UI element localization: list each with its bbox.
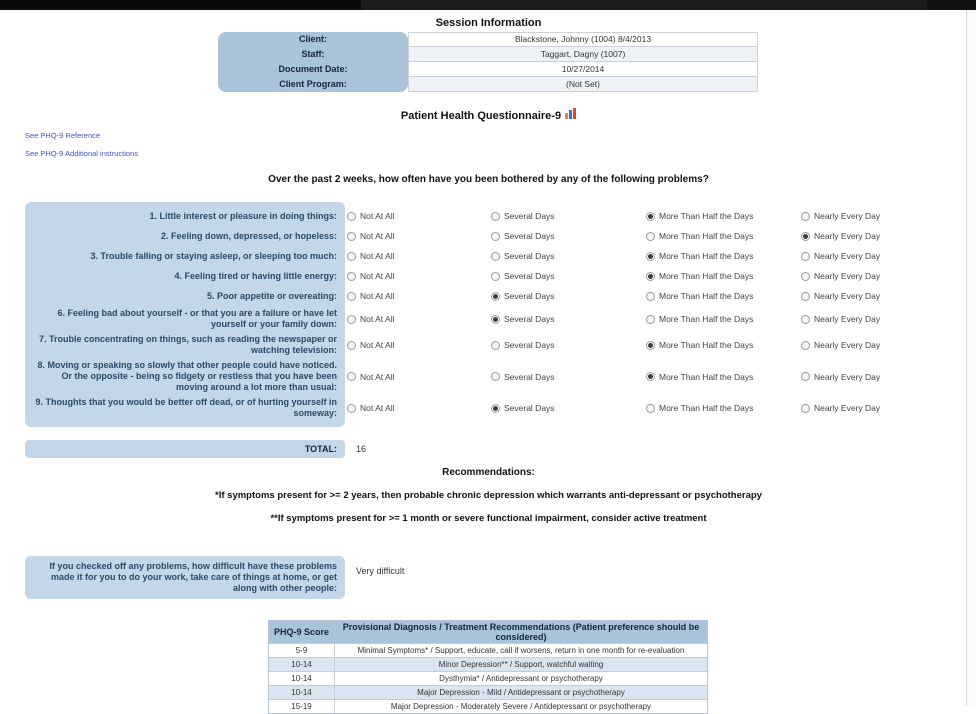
option-nearly-every-day[interactable] [799,403,959,413]
difficulty-row [25,556,965,599]
option-several-days[interactable] [489,211,644,221]
radio-icon[interactable] [347,212,356,221]
question-row [25,306,965,332]
radio-icon[interactable] [646,341,655,350]
option-label: More Than Half the Days [659,251,754,261]
session-info-row [218,62,758,77]
option-several-days[interactable] [489,340,644,350]
radio-icon[interactable] [491,292,500,301]
option-several-days[interactable] [489,231,644,241]
total-row [25,440,965,458]
bar-chart-icon [565,108,576,119]
option-label: Not At All [360,231,395,241]
question-row [25,266,965,286]
option-label: Not At All [360,340,395,350]
option-several-days[interactable] [489,314,644,324]
option-more-than-half-the-days[interactable] [644,340,799,350]
option-label: Several Days [504,231,555,241]
radio-icon[interactable] [646,372,655,381]
question-label: 8. Moving or speaking so slowly that other people could have noticed. Or the opposite - being so fidgety or restless that you have been moving around a lot more than usual: [37,360,337,392]
radio-icon[interactable] [347,232,356,241]
questionnaire-instruction: Over the past 2 weeks, how often have you been bothered by any of the following problems? [268,174,709,185]
option-more-than-half-the-days[interactable] [644,314,799,324]
option-not-at-all[interactable] [345,231,489,241]
radio-icon[interactable] [801,272,810,281]
question-row [25,286,965,306]
option-label: Not At All [360,371,395,382]
option-not-at-all[interactable] [345,403,489,413]
document-page [0,10,965,711]
option-more-than-half-the-days[interactable] [644,251,799,261]
radio-icon[interactable] [491,372,500,381]
radio-icon[interactable] [801,252,810,261]
option-label: Nearly Every Day [814,271,881,281]
option-label: More Than Half the Days [659,211,754,221]
option-label: Several Days [504,251,555,261]
option-label: More Than Half the Days [659,291,754,301]
question-label: 9. Thoughts that you would be better off dead, or of hurting yourself in someway: [35,397,337,418]
radio-icon[interactable] [347,252,356,261]
score-range-cell: 15-19 [291,702,312,711]
option-label: Not At All [360,211,395,221]
option-label: More Than Half the Days [659,314,754,324]
radio-icon[interactable] [801,292,810,301]
session-info-row [218,77,758,92]
score-table-row [269,657,707,671]
option-label: Not At All [360,291,395,301]
option-not-at-all[interactable] [345,291,489,301]
option-several-days[interactable] [489,403,644,413]
radio-icon[interactable] [646,404,655,413]
option-nearly-every-day[interactable] [799,372,959,382]
option-not-at-all[interactable] [345,314,489,324]
score-table-row [269,685,707,699]
option-more-than-half-the-days[interactable] [644,372,799,382]
question-row [25,395,965,421]
session-info-row [218,32,758,47]
session-information-title: Session Information [435,17,542,29]
question-row [25,358,965,395]
recommendation-cell: Dysthymia* / Antidepressant or psychotherapy [334,672,707,685]
session-field-label: Document Date: [218,62,408,77]
option-nearly-every-day[interactable] [799,211,959,221]
phq9-additional-instructions-link[interactable]: See PHQ-9 Additional instructions [25,149,138,158]
option-label: Nearly Every Day [814,314,881,324]
option-label: Not At All [360,251,395,261]
radio-icon[interactable] [646,315,655,324]
radio-icon[interactable] [801,372,810,381]
score-range-cell: 5-9 [295,646,308,655]
question-label: 3. Trouble falling or staying asleep, or sleeping too much: [90,250,337,261]
recommendation-cell: Minor Depression** / Support, watchful waiting [334,658,707,671]
option-several-days[interactable] [489,291,644,301]
total-label: TOTAL: [25,440,345,458]
radio-icon[interactable] [646,232,655,241]
radio-icon[interactable] [801,341,810,350]
radio-icon[interactable] [347,315,356,324]
question-row [25,206,965,226]
difficulty-question: If you checked off any problems, how difficult have these problems made it for you to do your work, take care of things at home, or get along with other people: [25,556,345,599]
option-nearly-every-day[interactable] [799,291,959,301]
option-label: More Than Half the Days [659,340,754,350]
radio-icon[interactable] [646,272,655,281]
session-field-label: Staff: [218,47,408,62]
question-label: 7. Trouble concentrating on things, such as reading the newspaper or watching television: [38,334,337,355]
radio-icon[interactable] [491,341,500,350]
recommendation-cell: Major Depression - Moderately Severe / Antidepressant or psychotherapy [334,700,707,713]
radio-icon[interactable] [801,212,810,221]
radio-icon[interactable] [801,315,810,324]
option-nearly-every-day[interactable] [799,340,959,350]
form-title-text: Patient Health Questionnaire-9 [400,110,562,122]
question-list [25,202,965,427]
question-label: 1. Little interest or pleasure in doing things: [149,210,337,221]
option-label: Nearly Every Day [814,340,881,350]
difficulty-answer: Very difficult [356,566,405,576]
score-table-row [269,671,707,685]
option-label: Not At All [360,403,395,413]
session-field-label: Client Program: [218,77,408,92]
session-field-label: Client: [218,32,408,47]
question-label: 6. Feeling bad about yourself - or that you are a failure or have let yourself or your family down: [57,308,337,329]
radio-icon[interactable] [646,212,655,221]
form-title [0,108,965,122]
option-not-at-all[interactable] [345,211,489,221]
option-label: Several Days [504,371,555,382]
radio-icon[interactable] [347,272,356,281]
option-label: Nearly Every Day [814,371,881,382]
radio-icon[interactable] [491,212,500,221]
score-range-cell: 10-14 [291,660,312,669]
radio-icon[interactable] [347,341,356,350]
radio-icon[interactable] [347,404,356,413]
option-label: Several Days [504,271,555,281]
option-more-than-half-the-days[interactable] [644,211,799,221]
option-label: Not At All [360,271,395,281]
option-several-days[interactable] [489,271,644,281]
score-table-row [269,643,707,657]
option-label: Nearly Every Day [814,211,881,221]
recommendation-cell: Minimal Symptoms* / Support, educate, call if worsens, return in one month for re-evaluation [334,644,707,657]
option-nearly-every-day[interactable] [799,314,959,324]
option-label: More Than Half the Days [659,403,754,413]
radio-icon[interactable] [491,252,500,261]
session-field-value: 10/27/2014 [408,62,758,77]
radio-icon[interactable] [801,404,810,413]
option-more-than-half-the-days[interactable] [644,231,799,241]
recommendation-note-1: *If symptoms present for >= 2 years, then probable chronic depression which warrants anti-depressant or psychotherapy [215,490,762,501]
option-several-days[interactable] [489,251,644,261]
radio-icon[interactable] [347,292,356,301]
option-nearly-every-day[interactable] [799,271,959,281]
radio-icon[interactable] [646,252,655,261]
option-several-days[interactable] [489,372,644,382]
question-row [25,246,965,266]
option-label: Nearly Every Day [814,231,881,241]
option-label: Nearly Every Day [814,251,881,261]
option-not-at-all[interactable] [345,251,489,261]
option-label: Several Days [504,314,555,324]
option-label: Nearly Every Day [814,291,881,301]
phq9-score-reference-table [268,620,708,714]
question-label: 2. Feeling down, depressed, or hopeless: [160,230,337,241]
option-not-at-all[interactable] [345,372,489,382]
option-more-than-half-the-days[interactable] [644,291,799,301]
score-range-cell: 10-14 [291,688,312,697]
question-row [25,226,965,246]
phq9-reference-link[interactable]: See PHQ-9 Reference [25,131,101,140]
option-label: Nearly Every Day [814,403,881,413]
option-nearly-every-day[interactable] [799,251,959,261]
session-info-table [218,32,758,92]
option-label: More Than Half the Days [659,231,754,241]
radio-icon[interactable] [646,292,655,301]
score-table-row [269,699,707,713]
option-not-at-all[interactable] [345,271,489,281]
option-not-at-all[interactable] [345,340,489,350]
option-label: Several Days [504,211,555,221]
option-nearly-every-day[interactable] [799,231,959,241]
radio-icon[interactable] [491,315,500,324]
total-score-value: 16 [356,444,367,454]
question-label: 4. Feeling tired or having little energy: [174,270,337,281]
recommendation-note-2: **If symptoms present for >= 1 month or severe functional impairment, consider active treatment [270,513,707,524]
radio-icon[interactable] [491,272,500,281]
radio-icon[interactable] [491,232,500,241]
option-label: More Than Half the Days [659,271,754,281]
recommendation-cell: Major Depression - Mild / Antidepressant or psychotherapy [334,686,707,699]
recommendations-title: Recommendations: [442,467,535,478]
option-label: More Than Half the Days [659,371,754,382]
option-label: Several Days [504,403,555,413]
session-field-value: Taggart, Dagny (1007) [408,47,758,62]
score-table-header [269,621,707,643]
vertical-scrollbar[interactable] [966,10,976,706]
radio-icon[interactable] [347,372,356,381]
radio-icon[interactable] [801,232,810,241]
option-label: Several Days [504,291,555,301]
option-label: Not At All [360,314,395,324]
score-range-cell: 10-14 [291,674,312,683]
session-field-value: Blackstone, Johnny (1004) 8/4/2013 [408,32,758,47]
browser-top-bar [0,0,976,10]
radio-icon[interactable] [491,404,500,413]
session-field-value: (Not Set) [408,77,758,92]
option-more-than-half-the-days[interactable] [644,403,799,413]
question-row [25,332,965,358]
option-more-than-half-the-days[interactable] [644,271,799,281]
recommendation-column-header: Provisional Diagnosis / Treatment Recommendations (Patient preference should be considered) [334,621,707,643]
option-label: Several Days [504,340,555,350]
score-column-header: PHQ-9 Score [273,627,330,637]
session-info-row [218,47,758,62]
question-label: 5. Poor appetite or overeating: [206,290,337,301]
